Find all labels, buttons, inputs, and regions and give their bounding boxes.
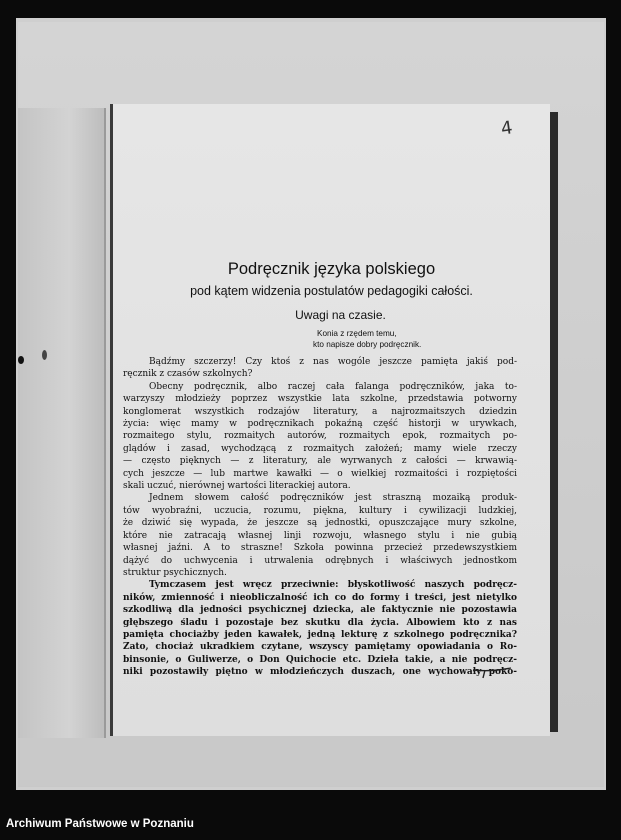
paragraph — [123, 356, 517, 381]
text-line: ręcznik z czasów szkolnych? — [123, 369, 253, 380]
text-line: binsonie, o Guliwerze, o Don Quichocie etc. Dzieła takie, a nie podręcz- — [123, 654, 517, 665]
text-line: Zato, chociaż ukradkiem czytane, wszyscy pamiętamy opowiadania o Ro- — [123, 642, 517, 653]
text-line: warzyszy młodzieży poprzez wszystkie lata szkolne, przedstawia potworny — [123, 394, 517, 405]
text-line: rozmaitego stylu, rozmaitych autorów, rozmaitych epok, rozmaitych po- — [123, 431, 517, 442]
text-line: ników, zmienność i nieobliczalność ich co do formy i treści, jest nietylko — [123, 592, 517, 603]
bottom-page-edge — [18, 738, 604, 786]
section-heading: Uwagi na czasie. — [295, 308, 386, 322]
text-line: własnej jaźni. A to straszne! Szkoła powinna przecież przedewszystkiem — [123, 543, 517, 554]
document-title: Podręcznik języka polskiego — [227, 260, 436, 278]
text-line: że dziwić się wypada, że jeszcze są jednostki, opuszczające mury szkolne, — [123, 518, 517, 529]
paragraph — [123, 579, 517, 678]
paragraph — [123, 381, 517, 493]
text-line: Tymczasem jest wręcz przeciwnie: błyskotliwość naszych podręcz- — [149, 580, 517, 591]
paragraph — [123, 492, 517, 579]
motto-line: Konia z rzędem temu, — [317, 329, 397, 338]
motto — [313, 328, 421, 350]
page-number: 4 — [499, 117, 514, 140]
text-line: Bądźmy szczerzy! Czy ktoś z nas wogóle jeszcze pamięta jakiś pod- — [149, 357, 517, 367]
text-line: glądów i zasad, wychodzącą z rozmaitych założeń; mamy wiele rzeczy — [123, 443, 517, 454]
text-line: konglomerat wszystkich rodzajów literatury, a najrozmaitszych dziedzin — [123, 406, 517, 417]
ink-spot — [42, 350, 47, 360]
pen-mark-icon — [471, 666, 513, 680]
text-line: tów wyobraźni, uczucia, rozumu, piękna, kultury i cywilizacji ludzkiej, — [123, 505, 517, 516]
motto-line: kto napisze dobry podręcznik. — [313, 340, 422, 349]
text-line: które nie zatracają własnej linji rozwoju, własnego stylu i nie gubią — [123, 530, 517, 541]
text-line: skali uczuć, nierównej wartości literackiej autora. — [123, 481, 351, 492]
text-line: szkodliwą dla jedności psychicznej dziecka, ale faktycznie nie pozostawia — [123, 605, 517, 616]
text-line: — często pięknych — z literatury, ale wyrwanych z całości — krwawią- — [123, 456, 517, 467]
archive-watermark: Archiwum Państwowe w Poznaniu — [6, 818, 194, 830]
text-line: Obecny podręcznik, albo raczej cała falanga podręczników, jaka to- — [149, 381, 517, 392]
body-text — [123, 356, 517, 679]
ink-spot — [18, 356, 24, 364]
text-line: dążyć do uchwycenia i utrwalenia odrębnych i właściwych jednostkom — [123, 555, 517, 566]
text-line: niki pozostawiły piętno w młodzieńczych duszach, one wychowały poko- — [123, 667, 517, 678]
text-line: życia: więc mamy w podręcznikach pokaźną część historji w urywkach, — [123, 419, 517, 430]
document-subtitle: pod kątem widzenia postulatów pedagogiki całości. — [190, 284, 473, 298]
text-line: Jednem słowem całość podręczników jest straszną mozaiką produk- — [149, 493, 517, 504]
text-line: głębszego śladu i pozostaje bez skutku dla życia. Albowiem kto z nas — [123, 617, 517, 628]
text-line: struktur psychicznych. — [123, 567, 227, 578]
text-line: pamięta chociażby jeden kawałek, jedną lekturę z szkolnego podręcznika? — [123, 629, 517, 640]
document-page — [110, 104, 550, 736]
text-line: cych jeszcze — lub martwe kawałki — o wielkiej rozmaitości i rozpiętości — [123, 468, 517, 479]
left-page-edge — [18, 108, 106, 738]
